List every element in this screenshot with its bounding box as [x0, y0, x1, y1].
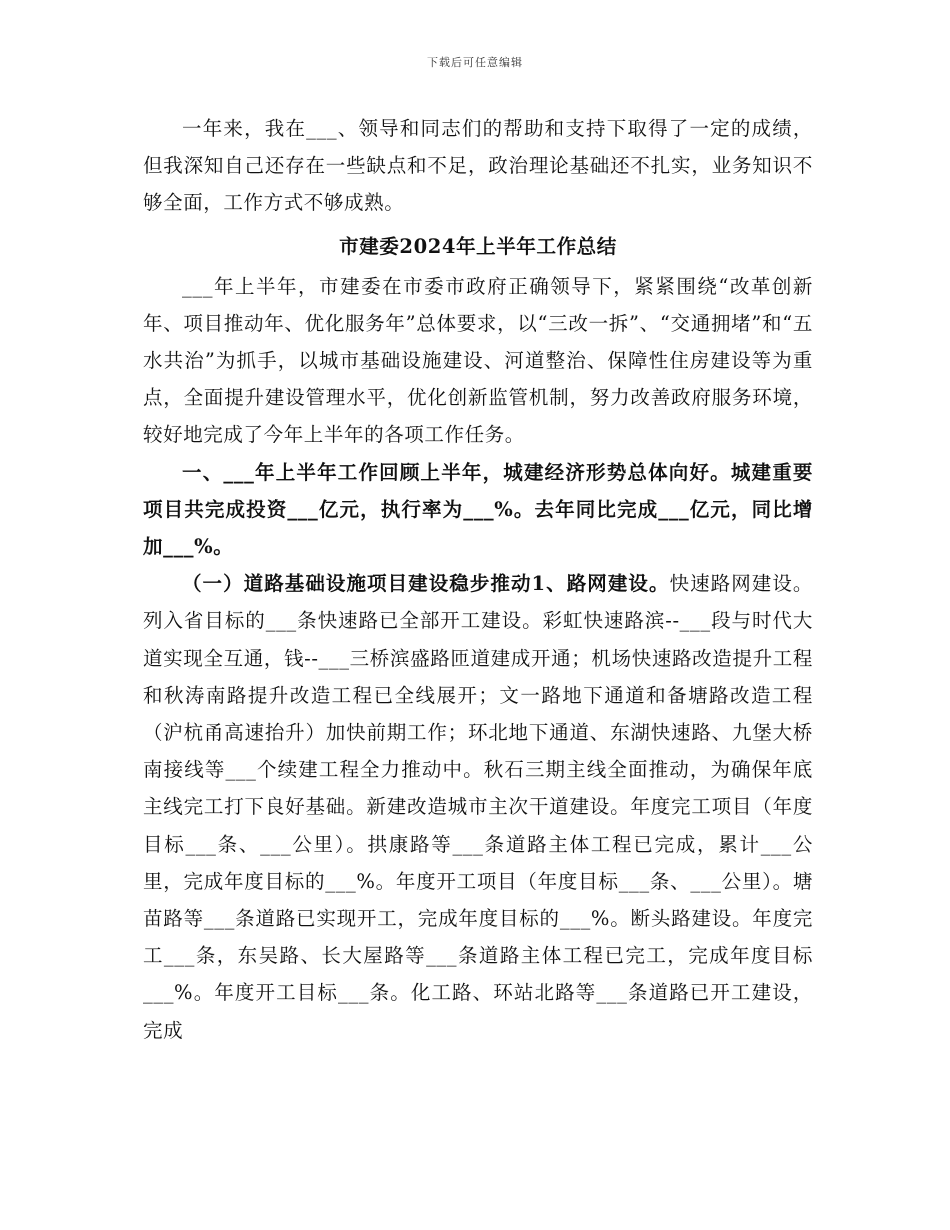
document-title: 市建委2024年上半年工作总结 — [339, 234, 617, 258]
paragraph-intro: 一年来，我在___、领导和同志们的帮助和支持下取得了一定的成绩，但我深知自己还存在一些缺点和不足，政治理论基础还不扎实，业务知识不够全面，工作方式不够成熟。 — [143, 117, 813, 215]
paragraph-summary: ___年上半年，市建委在市委市政府正确领导下，紧紧围绕“改革创新年、项目推动年、优化服务年”总体要求，以“三改一拆”、“交通拥堵”和“五水共治”为抓手，以城市基础设施建设、河道整治、保障性住房建设等为重点，全面提升建设管理水平，优化创新监管机制，努力改善政府服务环境，较好地完成了今年上半年的各项工作任务。 — [143, 274, 813, 447]
paragraph-road-construction — [143, 565, 813, 1049]
subsection-heading-roads: （一）道路基础设施项目建设稳步推动1、路网建设。 — [182, 572, 670, 596]
page-header: 下载后可任意编辑 — [427, 56, 523, 69]
section-heading-review: 一、___年上半年工作回顾上半年，城建经济形势总体向好。城建重要项目共完成投资___亿元，执行率为___%。去年同比完成___亿元，同比增加___%。 — [143, 460, 813, 559]
paragraph-road-details: 快速路网建设。列入省目标的___条快速路已全部开工建设。彩虹快速路滨--___段与时代大道实现全互通，钱--___三桥滨盛路匝道建成开通；机场快速路改造提升工程和秋涛南路提升改造工程已全线展开；文一路地下通道和备塘路改造工程（沪杭甬高速抬升）加快前期工作；环北地下通道、东湖快速路、九堡大桥南接线等___个续建工程全力推动中。秋石三期主线全面推动，为确保年底主线完工打下良好基础。新建改造城市主次干道建设。年度完工项目（年度目标___条、___公里）。拱康路等___条道路主体工程已完成，累计___公里，完成年度目标的___%。年度开工项目（年度目标___条、___公里）。塘苗路等___条道路已实现开工，完成年度目标的___%。断头路建设。年度完工___条，东吴路、长大屋路等___条道路主体工程已完工，完成年度目标___%。年度开工目标___条。化工路、环站北路等___条道路已开工建设，完成 — [143, 572, 813, 1042]
document-body — [143, 110, 813, 1049]
